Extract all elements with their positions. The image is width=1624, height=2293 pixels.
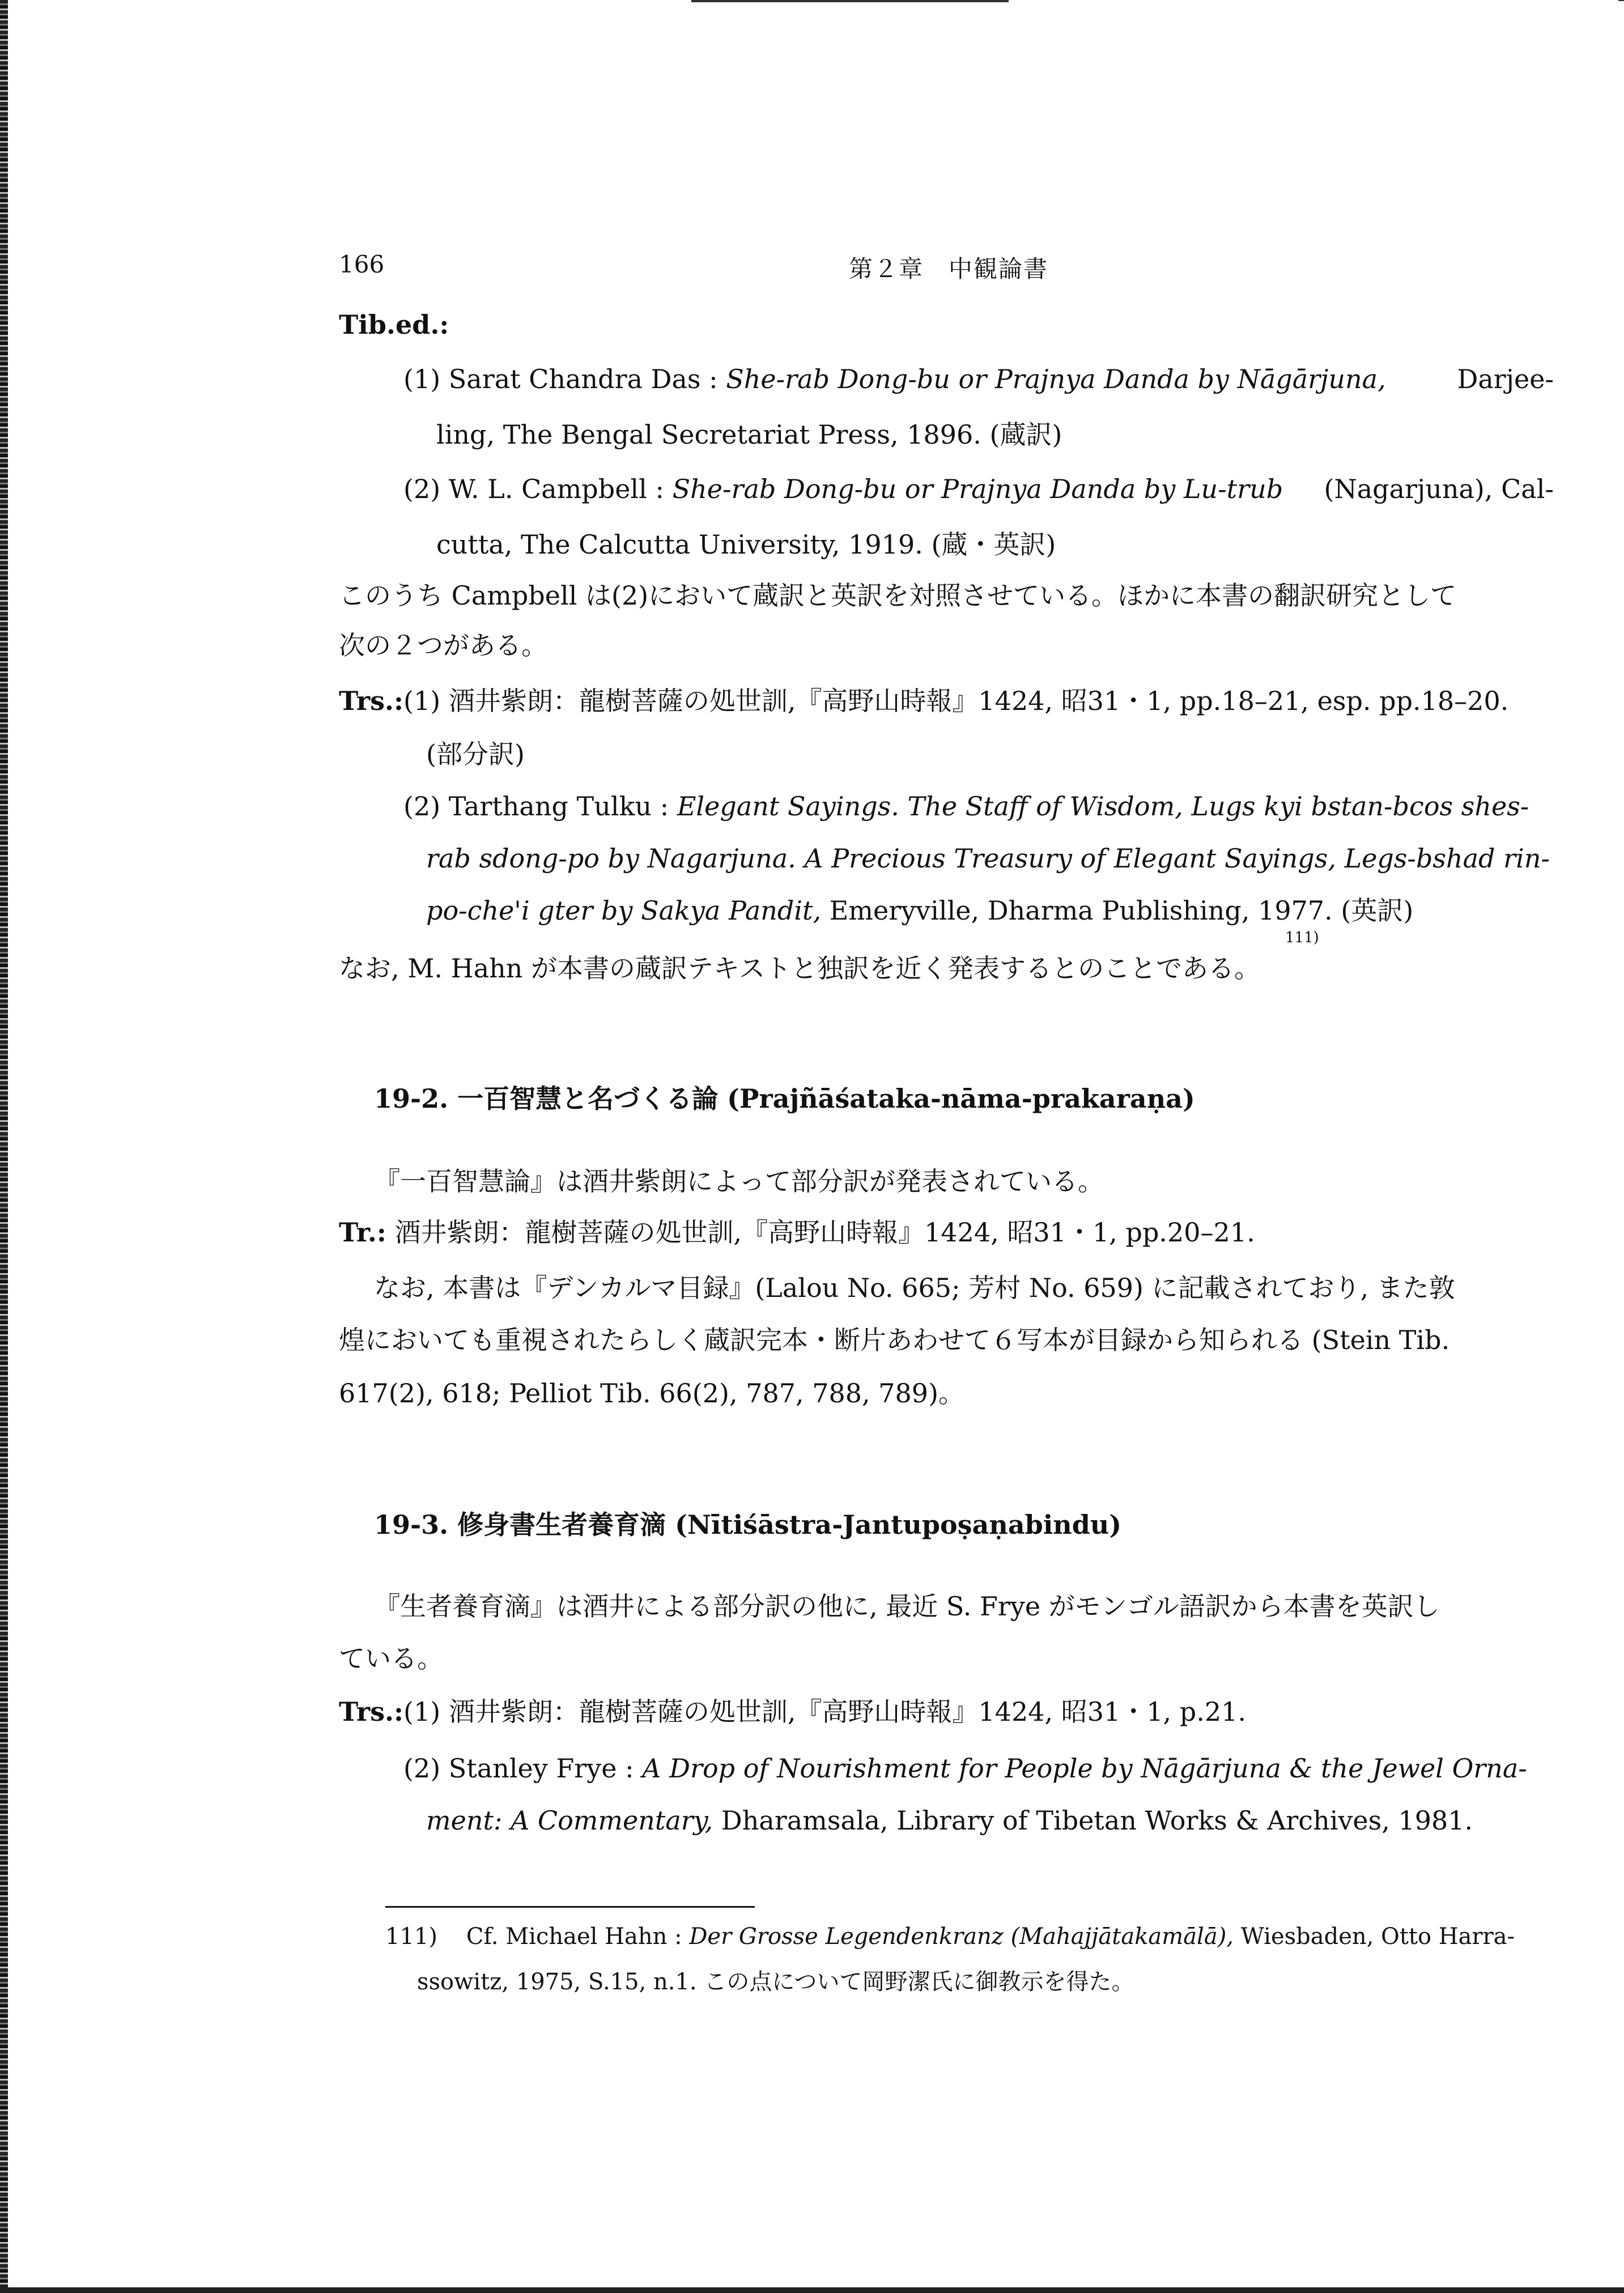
section-title-skt: (Prajñāśataka-nāma-prakaraṇa) (727, 1083, 1195, 1114)
item-number: (1) (403, 1696, 441, 1727)
section-title-ja: 修身書生者養育滴 (457, 1509, 666, 1540)
footnote-111 (385, 1925, 1515, 1948)
citation: 酒井紫朗：龍樹菩薩の処世訓,『高野山時報』1424, 昭31・1, p.21. (448, 1696, 1247, 1727)
footnote-111-cont: ssowitz, 1975, S.15, n.1. この点について岡野潔氏に御教示を得た。 (417, 1969, 1134, 1995)
sec-19-2-tr (339, 1217, 1255, 1248)
section-heading-19-2 (374, 1083, 1195, 1114)
item-number: (2) (403, 474, 441, 504)
footnote-rule (385, 1906, 755, 1908)
section-heading-19-3 (374, 1509, 1122, 1540)
work-title: A Drop of Nourishment for People by Nāgārjuna & the Jewel Orna- (642, 1753, 1527, 1784)
work-title-alt: (Mahajjātakamālā), (1010, 1924, 1234, 1950)
section-number: 19-3. (374, 1509, 449, 1540)
item-number: (2) (403, 1753, 441, 1784)
scan-top-mark (691, 0, 1009, 2)
scan-bottom-edge (0, 2287, 1624, 2293)
work-title: She-rab Dong-bu or Prajnya Danda by Lu-trub (672, 474, 1283, 504)
section-title-skt: (Nītiśāstra-Jantupoṣaṇabindu) (675, 1509, 1122, 1540)
tib-ed-item-1 (403, 366, 1554, 392)
sec-19-2-para-3: 617(2), 618; Pelliot Tib. 66(2), 787, 788, 789)。 (339, 1378, 965, 1409)
line-end: Darjee- (1457, 364, 1554, 394)
sec-19-2-para-2: 煌においても重視されたらしく蔵訳完本・断片あわせて６写本が目録から知られる (Stein Tib. (339, 1325, 1450, 1355)
tr-label: Tr.: (339, 1217, 386, 1248)
sec-19-3-trs-item-2 (403, 1753, 1527, 1784)
scan-edge (0, 0, 8, 2293)
citation: 酒井紫朗：龍樹菩薩の処世訓,『高野山時報』1424, 昭31・1, pp.18–21, esp. pp.18–20. (448, 686, 1509, 716)
work-title: Der Grosse Legendenkranz (689, 1924, 1004, 1950)
footnote-ref: 111) (1285, 929, 1319, 946)
footnote-number: 111) (385, 1924, 437, 1950)
trs-item-2-cont-1: rab sdong-po by Nagarjuna. A Precious Treasury of Elegant Sayings, Legs-bshad rin- (426, 843, 1550, 874)
work-title: Elegant Sayings. The Staff of Wisdom, Lugs kyi bstan-bcos shes- (677, 791, 1529, 822)
publisher: Emeryville, Dharma Publishing, 1977. (英訳) (829, 895, 1414, 926)
trs-label: Trs.: (339, 686, 404, 716)
section-title-ja: 一百智慧と名づくる論 (457, 1083, 719, 1114)
work-title: po-che'i gter by Sakya Pandit, (426, 895, 822, 926)
note-paragraph-1: このうち Campbell は(2)において蔵訳と英訳を対照させている。ほかに本書の翻訳研究として (339, 580, 1457, 611)
note-paragraph-2: なお, M. Hahn が本書の蔵訳テキストと独訳を近く発表するとのことである。 (339, 953, 1261, 984)
trs-item-1-cont: (部分訳) (426, 739, 525, 769)
work-title: ment: A Commentary, (426, 1805, 713, 1836)
line-end: (Nagarjuna), Cal- (1324, 474, 1554, 504)
section-number: 19-2. (374, 1083, 449, 1114)
citation: 酒井紫朗：龍樹菩薩の処世訓,『高野山時報』1424, 昭31・1, pp.20–21. (394, 1217, 1255, 1248)
footnote-text: Cf. Michael Hahn : (466, 1924, 682, 1950)
tib-ed-item-2-cont: cutta, The Calcutta University, 1919. (蔵・英訳) (436, 529, 1056, 560)
chapter-title: 第２章 中観論書 (849, 255, 1049, 283)
item-number: (1) (403, 364, 441, 394)
page-number: 166 (339, 250, 385, 278)
trs-label: Trs.: (339, 1696, 404, 1727)
sec-19-3-trs-item-1 (339, 1696, 1247, 1727)
tib-ed-item-2 (403, 476, 1554, 502)
sec-19-3-intro: 『生者養育滴』は酒井による部分訳の他に, 最近 S. Frye がモンゴル語訳から本書を英訳し (374, 1591, 1440, 1622)
publisher: Dharamsala, Library of Tibetan Works & Archives, 1981. (721, 1805, 1473, 1836)
footnote-publisher: Wiesbaden, Otto Harra- (1240, 1924, 1515, 1950)
tib-ed-item-1-cont: ling, The Bengal Secretariat Press, 1896. (蔵訳) (436, 419, 1062, 450)
sec-19-2-intro: 『一百智慧論』は酒井紫朗によって部分訳が発表されている。 (374, 1166, 1104, 1197)
author: Tarthang Tulku : (448, 791, 669, 822)
trs-item-2 (403, 791, 1529, 822)
sec-19-2-para-1: なお, 本書は『デンカルマ目録』(Lalou No. 665; 芳村 No. 659) に記載されており, また敦 (374, 1273, 1455, 1303)
sec-19-3-trs-item-2-cont (426, 1805, 1473, 1836)
item-number: (2) (403, 791, 441, 822)
tib-ed-label: Tib.ed.: (339, 309, 449, 340)
author: W. L. Campbell : (448, 474, 664, 504)
note-paragraph-1-cont: 次の２つがある。 (339, 630, 547, 661)
author: Stanley Frye : (448, 1753, 634, 1784)
author: Sarat Chandra Das : (448, 364, 718, 394)
trs-item-1 (339, 688, 1508, 714)
sec-19-3-intro-cont: ている。 (339, 1643, 443, 1674)
scan-right-mark (1618, 0, 1624, 1)
trs-item-2-cont-2 (426, 897, 1413, 924)
work-title: She-rab Dong-bu or Prajnya Danda by Nāgārjuna, (726, 364, 1386, 394)
item-number: (1) (403, 686, 441, 716)
